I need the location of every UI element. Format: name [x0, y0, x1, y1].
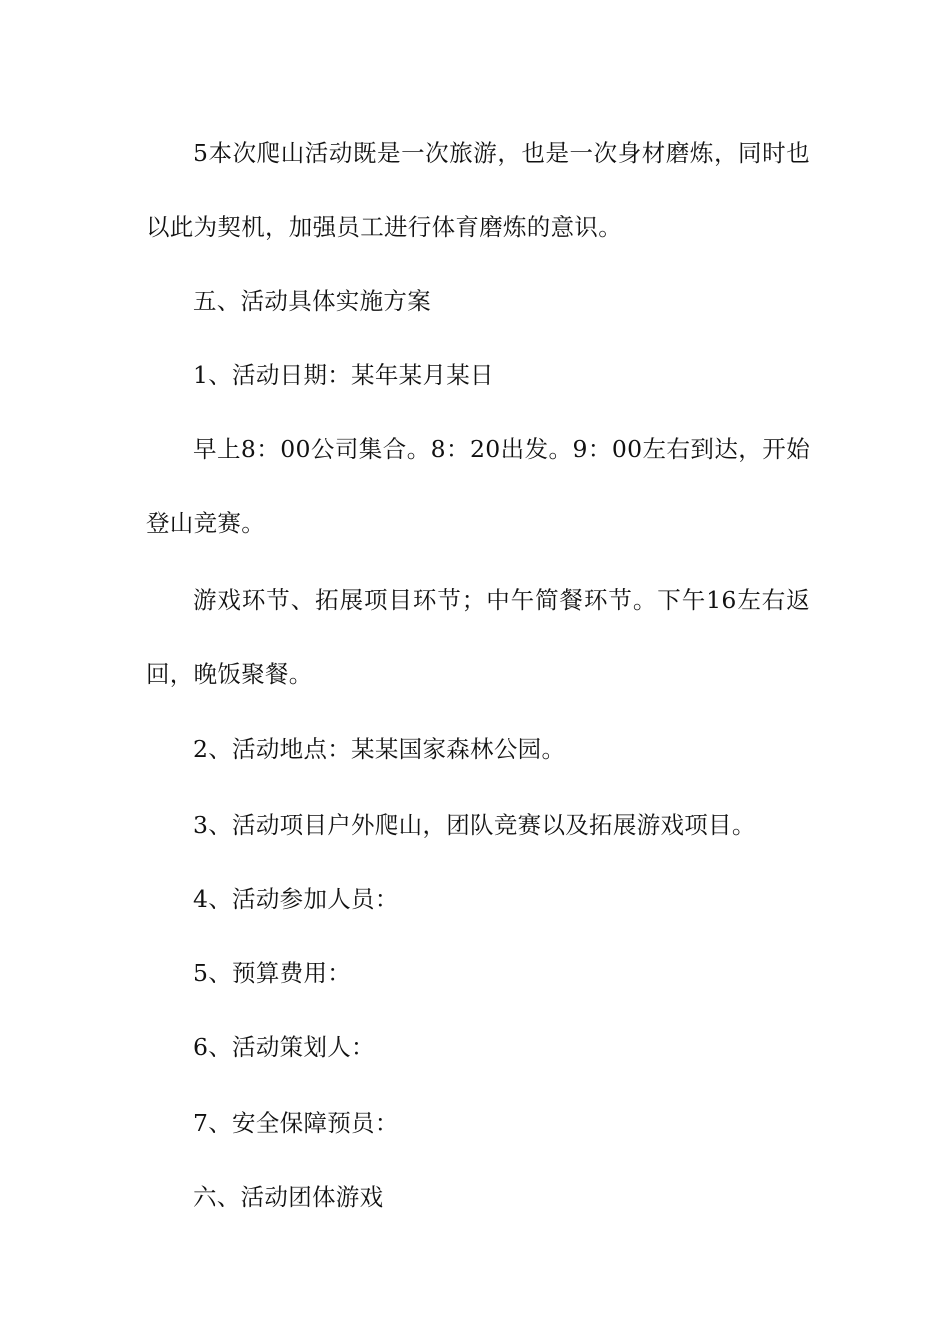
paragraph-schedule-afternoon: 游戏环节、拓展项目环节；中午简餐环节。下午16左右返回，晚饭聚餐。: [146, 586, 810, 688]
section-heading-five: 五、活动具体实施方案: [193, 287, 431, 315]
paragraph-schedule-morning: 早上8：00公司集合。8：20出发。9：00左右到达，开始登山竞赛。: [146, 435, 810, 537]
paragraph-participants: 4、活动参加人员：: [193, 885, 399, 913]
paragraph-activities: 3、活动项目户外爬山，团队竞赛以及拓展游戏项目。: [193, 811, 756, 839]
paragraph-date: 1、活动日期：某年某月某日: [193, 361, 494, 389]
paragraph-budget: 5、预算费用：: [193, 959, 352, 987]
paragraph-planner: 6、活动策划人：: [193, 1033, 375, 1061]
paragraph-location: 2、活动地点：某某国家森林公园。: [193, 735, 566, 763]
paragraph-intro: 5本次爬山活动既是一次旅游，也是一次身材磨炼，同时也以此为契机，加强员工进行体育磨炼的意识。: [146, 139, 810, 241]
section-heading-six: 六、活动团体游戏: [193, 1183, 384, 1211]
paragraph-safety: 7、安全保障预员：: [193, 1109, 399, 1137]
